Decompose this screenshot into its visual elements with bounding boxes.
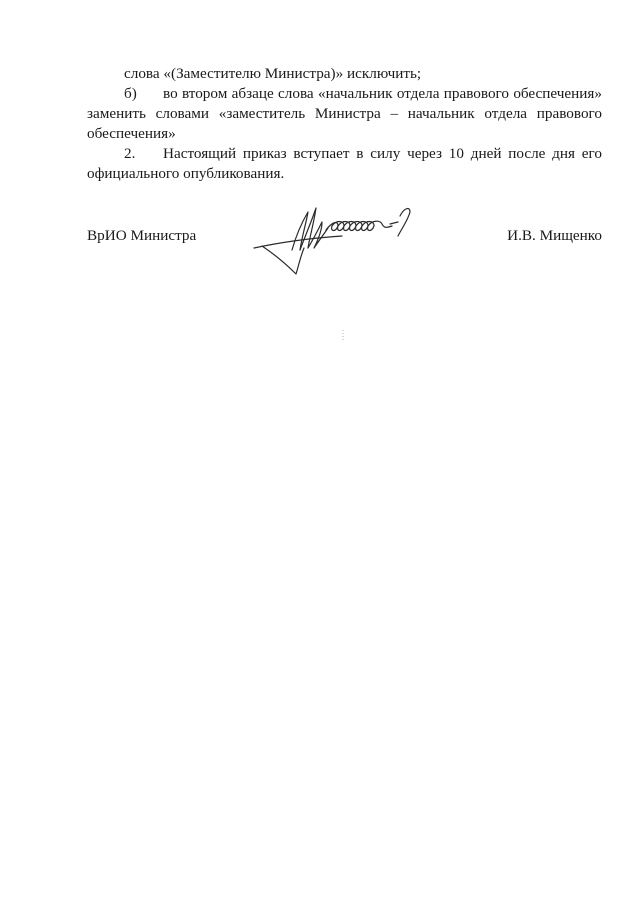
list-item-2 <box>87 144 602 184</box>
paragraph-exclusion: слова «(Заместителю Министра)» исключить; <box>124 65 422 82</box>
list-item-b-text: во втором абзаце слова «начальник отдела правового обеспечения» заменить словами «заместитель Министра – начальник отдела правового обеспечения» <box>87 85 602 142</box>
scan-artifact-icon <box>342 330 344 342</box>
signatory-name: И.В. Мищенко <box>507 227 602 244</box>
list-item-b <box>87 84 602 144</box>
handwritten-signature-icon <box>252 198 424 280</box>
signatory-title: ВрИО Министра <box>87 227 197 244</box>
list-item-2-text: Настоящий приказ вступает в силу через 10 дней после дня его официального опубликования. <box>87 145 602 182</box>
list-marker-b: б) <box>124 85 137 102</box>
document-body <box>87 64 602 184</box>
list-marker-2: 2. <box>124 145 136 162</box>
